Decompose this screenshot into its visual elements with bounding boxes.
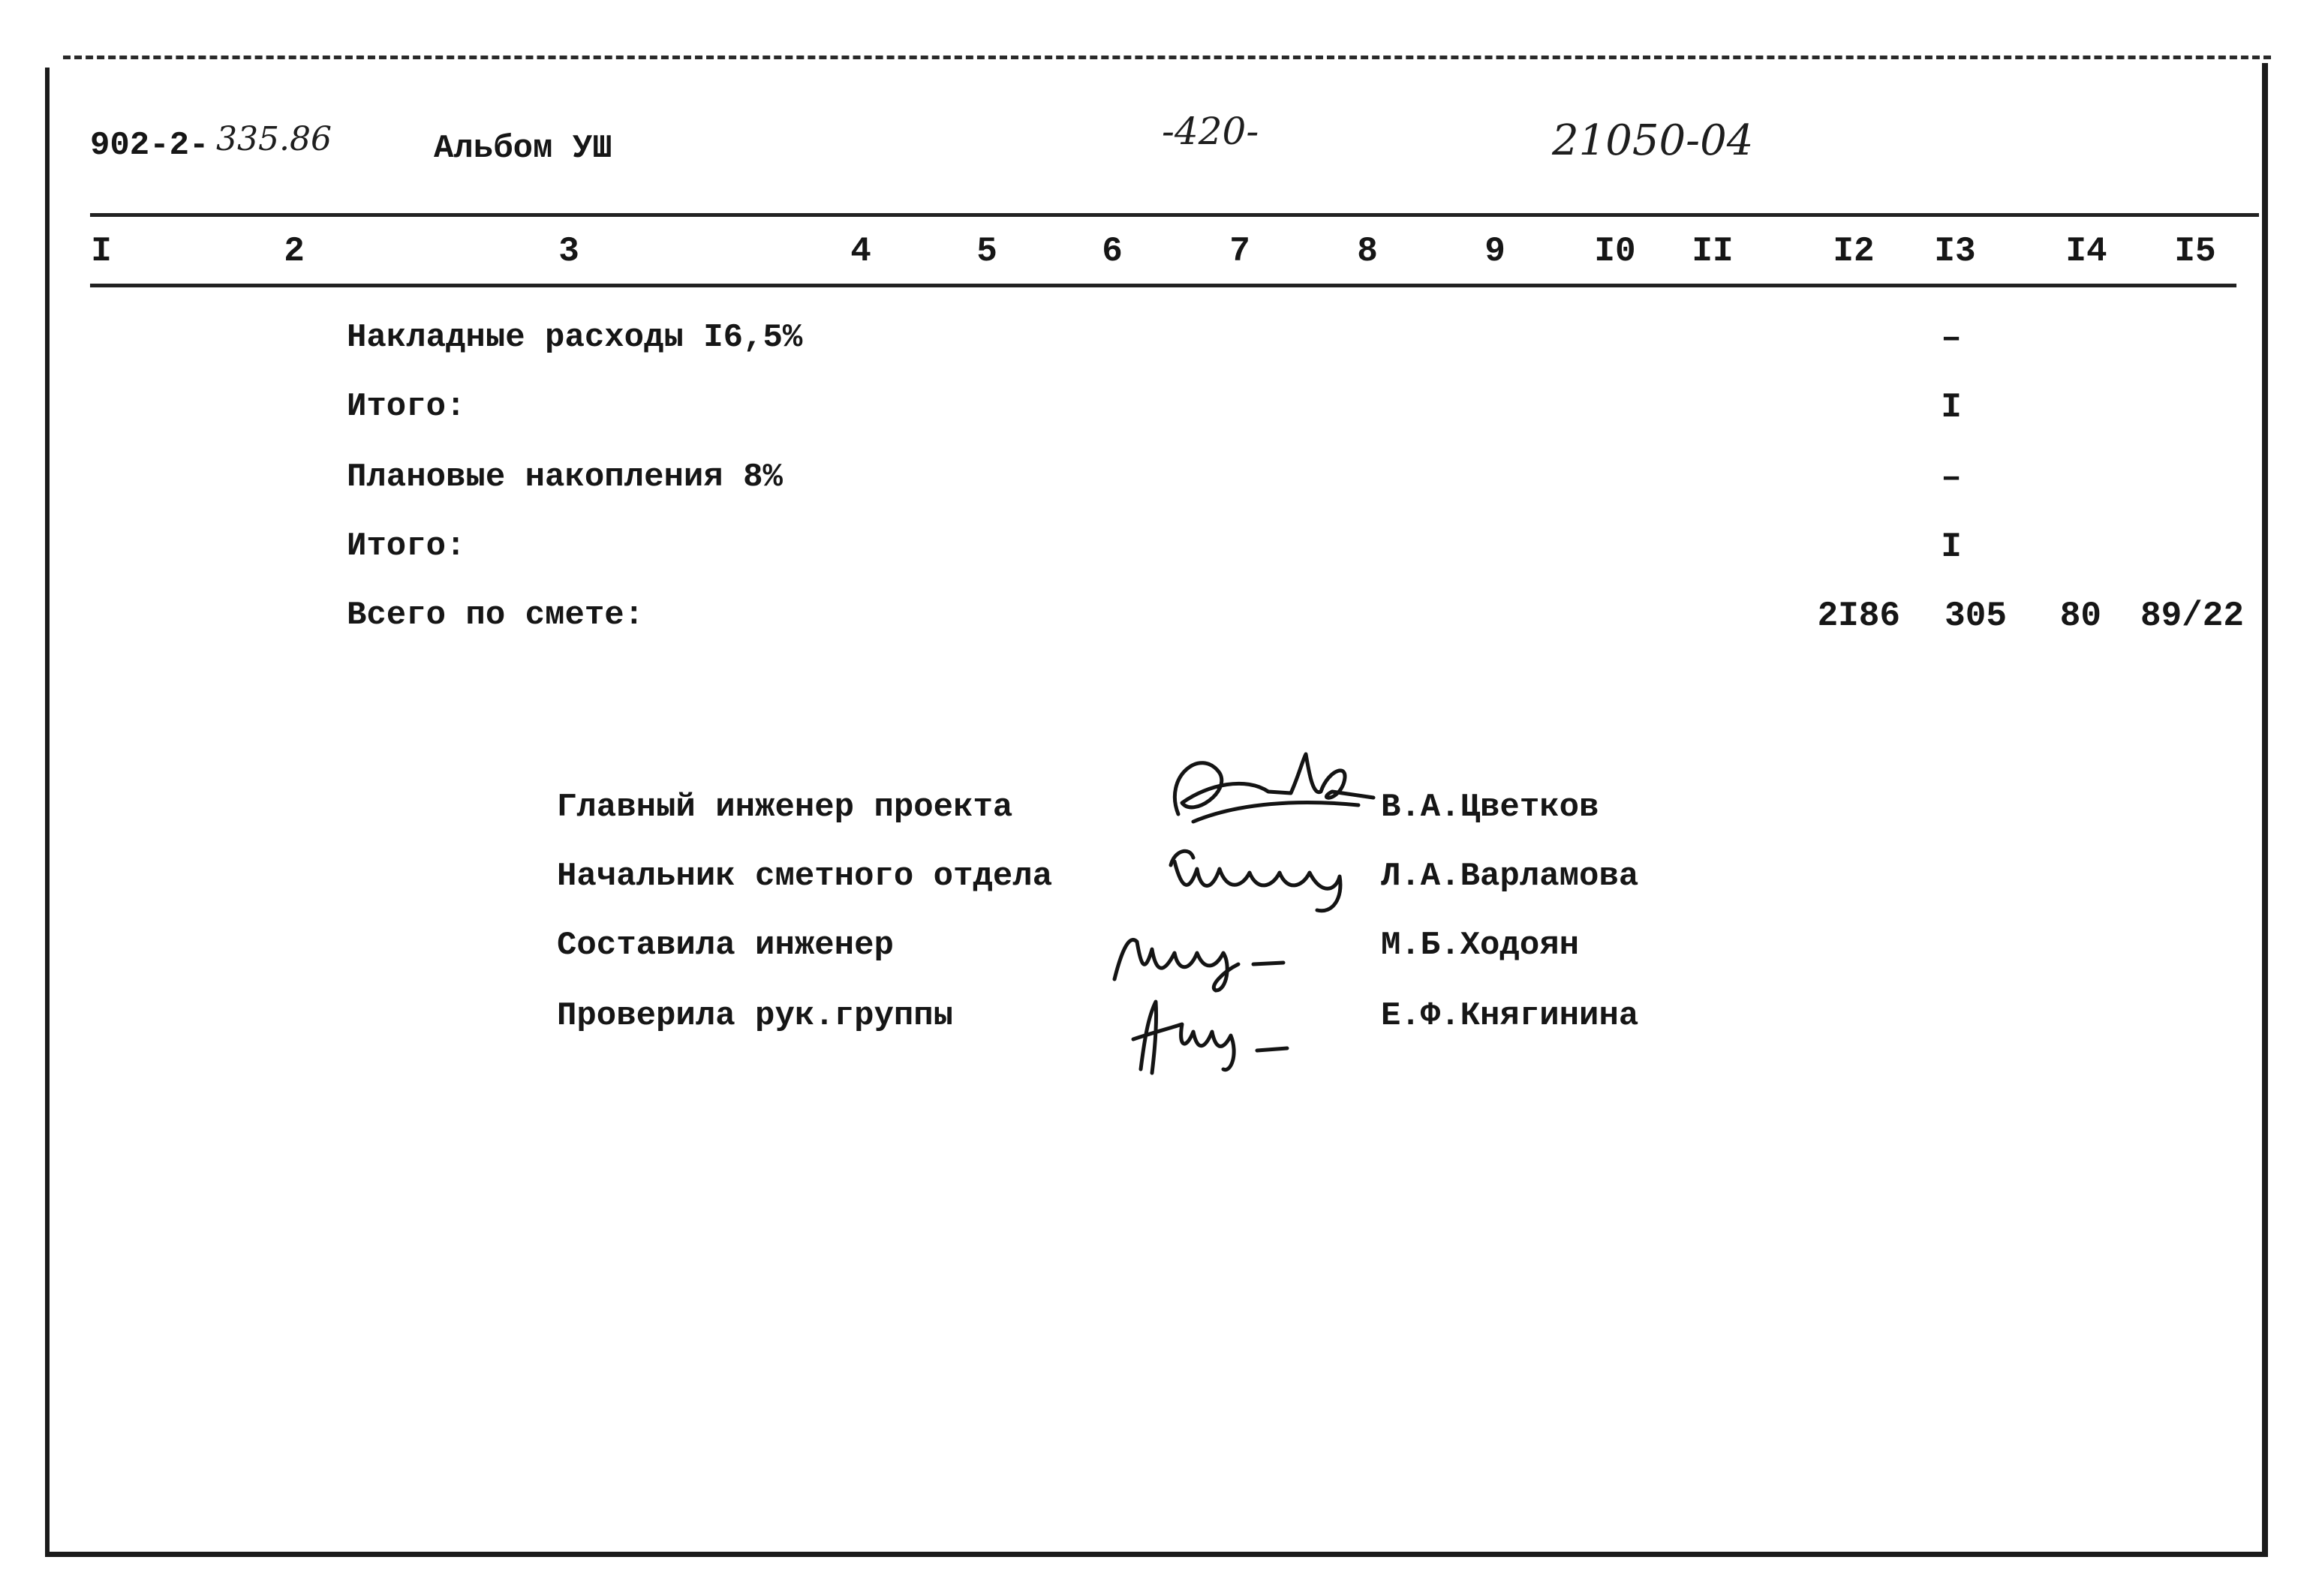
frame-top-border [63, 56, 2271, 59]
column-number: 3 [558, 232, 579, 271]
signature-image-4 [1111, 987, 1306, 1088]
row-col-15: 89/22 [2140, 597, 2244, 636]
row-col-13: 305 [1945, 597, 2007, 636]
header-code-suffix: 335.86 [216, 120, 332, 158]
column-number: I [91, 232, 112, 271]
row-label: Накладные расходы I6,5% [347, 319, 803, 356]
signer-role: Начальник сметного отдела [557, 858, 1053, 895]
signature-image-1 [1148, 732, 1388, 848]
row-label: Плановые накопления 8% [347, 458, 783, 496]
column-number: 8 [1357, 232, 1378, 271]
column-number: II [1692, 232, 1734, 271]
signer-name: Е.Ф.Княгинина [1381, 997, 1639, 1035]
column-number: I0 [1594, 232, 1636, 271]
signer-role: Главный инженер проекта [557, 789, 1013, 826]
signer-name: В.А.Цветков [1381, 789, 1599, 826]
frame-left-border [45, 68, 50, 1557]
column-number: 2 [284, 232, 305, 271]
header-page-number: -420- [1162, 110, 1259, 153]
header-separator-top [90, 213, 2259, 217]
row-label: Итого: [347, 527, 466, 565]
column-number: I5 [2174, 232, 2216, 271]
row-col-13: – [1941, 458, 1962, 497]
column-number: 7 [1229, 232, 1250, 271]
header-code-prefix: 902-2- [90, 127, 209, 164]
signer-name: М.Б.Ходоян [1381, 927, 1580, 964]
row-col-13: – [1941, 319, 1962, 358]
column-number: 9 [1484, 232, 1505, 271]
column-number: I3 [1934, 232, 1976, 271]
frame-bottom-border [45, 1552, 2268, 1557]
column-number: 5 [976, 232, 997, 271]
header-album: Альбом УШ [434, 130, 612, 167]
signature-image-2 [1160, 839, 1355, 925]
row-label: Итого: [347, 388, 466, 425]
column-number: 4 [850, 232, 871, 271]
header-doc-number: 21050-04 [1552, 116, 1754, 165]
row-col-13: I [1941, 527, 1962, 567]
row-label: Всего по смете: [347, 597, 645, 634]
row-col-14: 80 [2059, 597, 2101, 636]
row-col-12: 2I86 [1817, 597, 1900, 636]
header-separator-bottom [90, 284, 2236, 287]
signer-name: Л.А.Варламова [1381, 858, 1639, 895]
signer-role: Проверила рук.группы [557, 997, 954, 1035]
column-number: 6 [1102, 232, 1123, 271]
column-number: I4 [2065, 232, 2107, 271]
frame-right-border [2262, 63, 2268, 1556]
signer-role: Составила инженер [557, 927, 894, 964]
column-number: I2 [1833, 232, 1875, 271]
row-col-13: I [1941, 388, 1962, 427]
